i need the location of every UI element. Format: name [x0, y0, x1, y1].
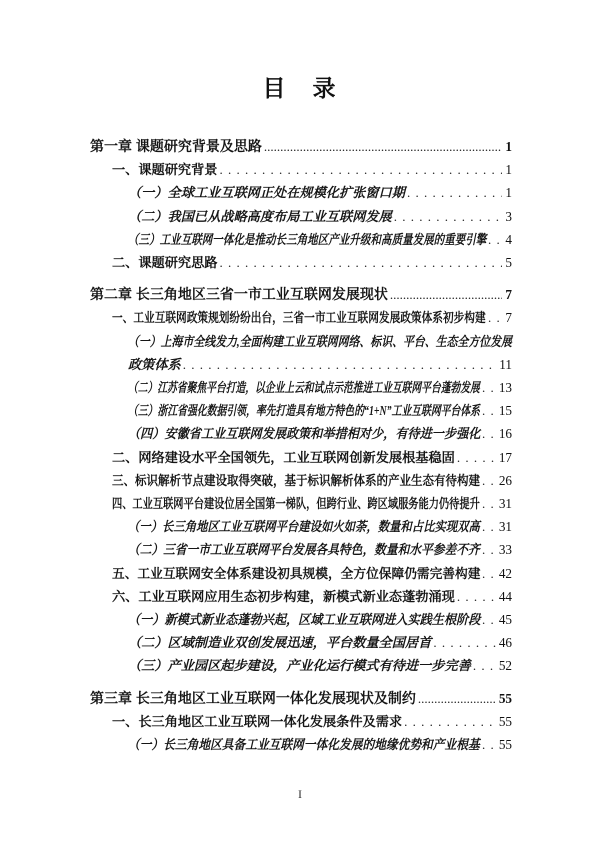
toc-entry-text: 第一章 课题研究背景及思路 — [90, 138, 262, 154]
dot-leader — [388, 283, 503, 306]
toc-page-number: 13 — [498, 380, 512, 396]
toc-page-number: 4 — [505, 231, 512, 247]
toc-entry-section — [90, 446, 512, 469]
toc-entry-subsection — [90, 376, 512, 399]
dot-leader — [480, 422, 496, 445]
toc-entry-text: （三）工业互联网一体化是推动长三角地区产业升级和高质量发展的重要引擎 — [128, 231, 487, 247]
toc-entry-chapter — [90, 283, 512, 306]
toc-page-number: 3 — [505, 208, 512, 224]
dot-leader — [402, 710, 496, 733]
dot-leader — [218, 251, 503, 274]
toc-page-number: 55 — [498, 690, 512, 706]
dot-leader — [392, 205, 503, 228]
dot-leader — [218, 158, 503, 181]
toc-entry-subsection — [90, 330, 512, 376]
toc-entry-section — [90, 251, 512, 274]
toc-entry-section — [90, 469, 512, 492]
toc-entry-text: 三、标识解析节点建设取得突破，基于标识解析体系的产业生态有待构建 — [112, 472, 480, 488]
toc-entry-section — [90, 562, 512, 585]
dot-leader — [480, 469, 496, 492]
toc-page-number: 1 — [505, 162, 512, 178]
toc-entry-chapter — [90, 135, 512, 158]
toc-page-number: 55 — [498, 737, 512, 753]
toc-page-number: 45 — [498, 612, 512, 628]
toc-page-number: 46 — [498, 635, 512, 651]
toc-entry-subsection — [90, 399, 512, 422]
toc-entry-text: 第三章 长三角地区工业互联网一体化发展现状及制约 — [90, 689, 416, 706]
toc-entry-chapter — [90, 687, 512, 710]
toc-entry-text: 政策体系 — [128, 356, 181, 372]
toc-page-number: 31 — [498, 519, 512, 535]
toc-entry-text: 一、长三角地区工业互联网一体化发展条件及需求 — [112, 713, 403, 729]
toc-entry-subsection — [90, 181, 512, 204]
toc-title: 目 录 — [262, 75, 338, 101]
toc-page-number: 15 — [498, 403, 512, 419]
toc-entry-text: （二）我国已从战略高度布局工业互联网发展 — [128, 208, 392, 224]
toc-entry-text: （三）产业园区起步建设，产业化运行模式有待进一步完善 — [128, 658, 471, 674]
toc-entry-section — [90, 585, 512, 608]
toc-entry-section — [90, 158, 512, 181]
footer-page-number: I — [298, 787, 302, 801]
toc-entry-text: 二、网络建设水平全国领先，工业互联网创新发展根基稳固 — [112, 449, 455, 465]
toc-page-number: 26 — [498, 472, 512, 488]
toc-entry-subsection — [90, 631, 512, 654]
toc-entry-section — [90, 306, 512, 329]
toc-entry-text: （二）三省一市工业互联网平台发展各具特色，数量和水平参差不齐 — [128, 542, 480, 558]
dot-leader — [480, 492, 496, 515]
toc-entry-subsection — [90, 654, 512, 677]
toc-page-number: 16 — [498, 426, 512, 442]
toc-entry-text: （一）全球工业互联网正处在规模化扩张窗口期 — [128, 185, 405, 201]
dot-leader — [416, 687, 496, 710]
toc-entry-text: 六、工业互联网应用生态初步构建，新模式新业态蓬勃涌现 — [112, 588, 455, 604]
dot-leader — [480, 515, 496, 538]
dot-leader — [486, 306, 502, 329]
toc-page-number: 1 — [505, 139, 512, 154]
toc-entry-section — [90, 492, 512, 515]
toc-entry-subsection — [90, 205, 512, 228]
toc-entry-text: （一）新模式新业态蓬勃兴起，区域工业互联网进入实践生根阶段 — [128, 612, 481, 628]
toc-entry-subsection — [90, 608, 512, 631]
toc-page-number: 55 — [498, 713, 512, 729]
dot-leader — [455, 585, 496, 608]
toc-page-number: 31 — [498, 496, 512, 512]
toc-entry-subsection — [90, 733, 512, 756]
dot-leader — [181, 353, 497, 376]
dot-leader — [471, 654, 496, 677]
toc-entry-text: （三）浙江省强化数据引领，率先打造具有地方特色的“1+N”工业互联网平台体系 — [128, 403, 481, 419]
dot-leader — [455, 446, 496, 469]
toc-entry-text: （一）长三角地区工业互联网平台建设如火如荼，数量和占比实现双高 — [128, 519, 480, 535]
toc-page-number: 42 — [498, 565, 512, 581]
toc-entry-text: （一）上海市全线发力,全面构建工业互联网网络、标识、平台、生态全方位发展 — [128, 333, 512, 349]
toc-entry-text: 第二章 长三角地区三省一市工业互联网发展现状 — [90, 286, 388, 303]
toc-entry-text: 二、课题研究思路 — [112, 255, 218, 271]
toc-page-number: 7 — [505, 287, 512, 303]
toc-entry-text: 四、工业互联网平台建设位居全国第一梯队，但跨行业、跨区域服务能力仍待提升 — [112, 496, 480, 512]
dot-leader — [262, 135, 503, 158]
toc-page-number: 1 — [505, 185, 512, 201]
toc-entry-text: 一、课题研究背景 — [112, 162, 218, 178]
toc-page-number: 52 — [498, 658, 512, 674]
toc-entry-subsection — [90, 228, 512, 251]
toc-entry-text: （二）区域制造业双创发展迅速，平台数量全国居首 — [128, 635, 432, 651]
toc-entry-text: （二）江苏省聚焦平台打造，以企业上云和试点示范推进工业互联网平台蓬勃发展 — [128, 380, 480, 396]
dot-leader — [486, 228, 502, 251]
toc-entry-section — [90, 710, 512, 733]
dot-leader — [480, 538, 496, 561]
toc-entry-subsection — [90, 515, 512, 538]
toc-list — [0, 135, 600, 756]
toc-entry-text: （四）安徽省工业互联网发展政策和举措相对少，有待进一步强化 — [128, 426, 481, 442]
toc-page-number: 5 — [505, 255, 512, 271]
toc-entry-subsection — [90, 422, 512, 445]
dot-leader — [480, 376, 496, 399]
dot-leader — [480, 608, 496, 631]
toc-entry-text: 一、工业互联网政策规划纷纷出台，三省一市工业互联网发展政策体系初步构建 — [112, 310, 486, 326]
toc-page-number: 7 — [505, 310, 512, 326]
toc-entry-subsection — [90, 538, 512, 561]
dot-leader — [480, 399, 496, 422]
toc-entry-text: （一）长三角地区具备工业互联网一体化发展的地缘优势和产业根基 — [128, 737, 480, 753]
dot-leader — [480, 562, 496, 585]
toc-page-number: 11 — [499, 356, 512, 372]
toc-page-number: 33 — [498, 542, 512, 558]
toc-entry-text: 五、工业互联网安全体系建设初具规模，全方位保障仍需完善构建 — [112, 565, 481, 581]
dot-leader — [480, 733, 496, 756]
dot-leader — [405, 181, 502, 204]
toc-page-number: 17 — [498, 449, 512, 465]
dot-leader — [431, 631, 496, 654]
toc-page-number: 44 — [498, 588, 512, 604]
